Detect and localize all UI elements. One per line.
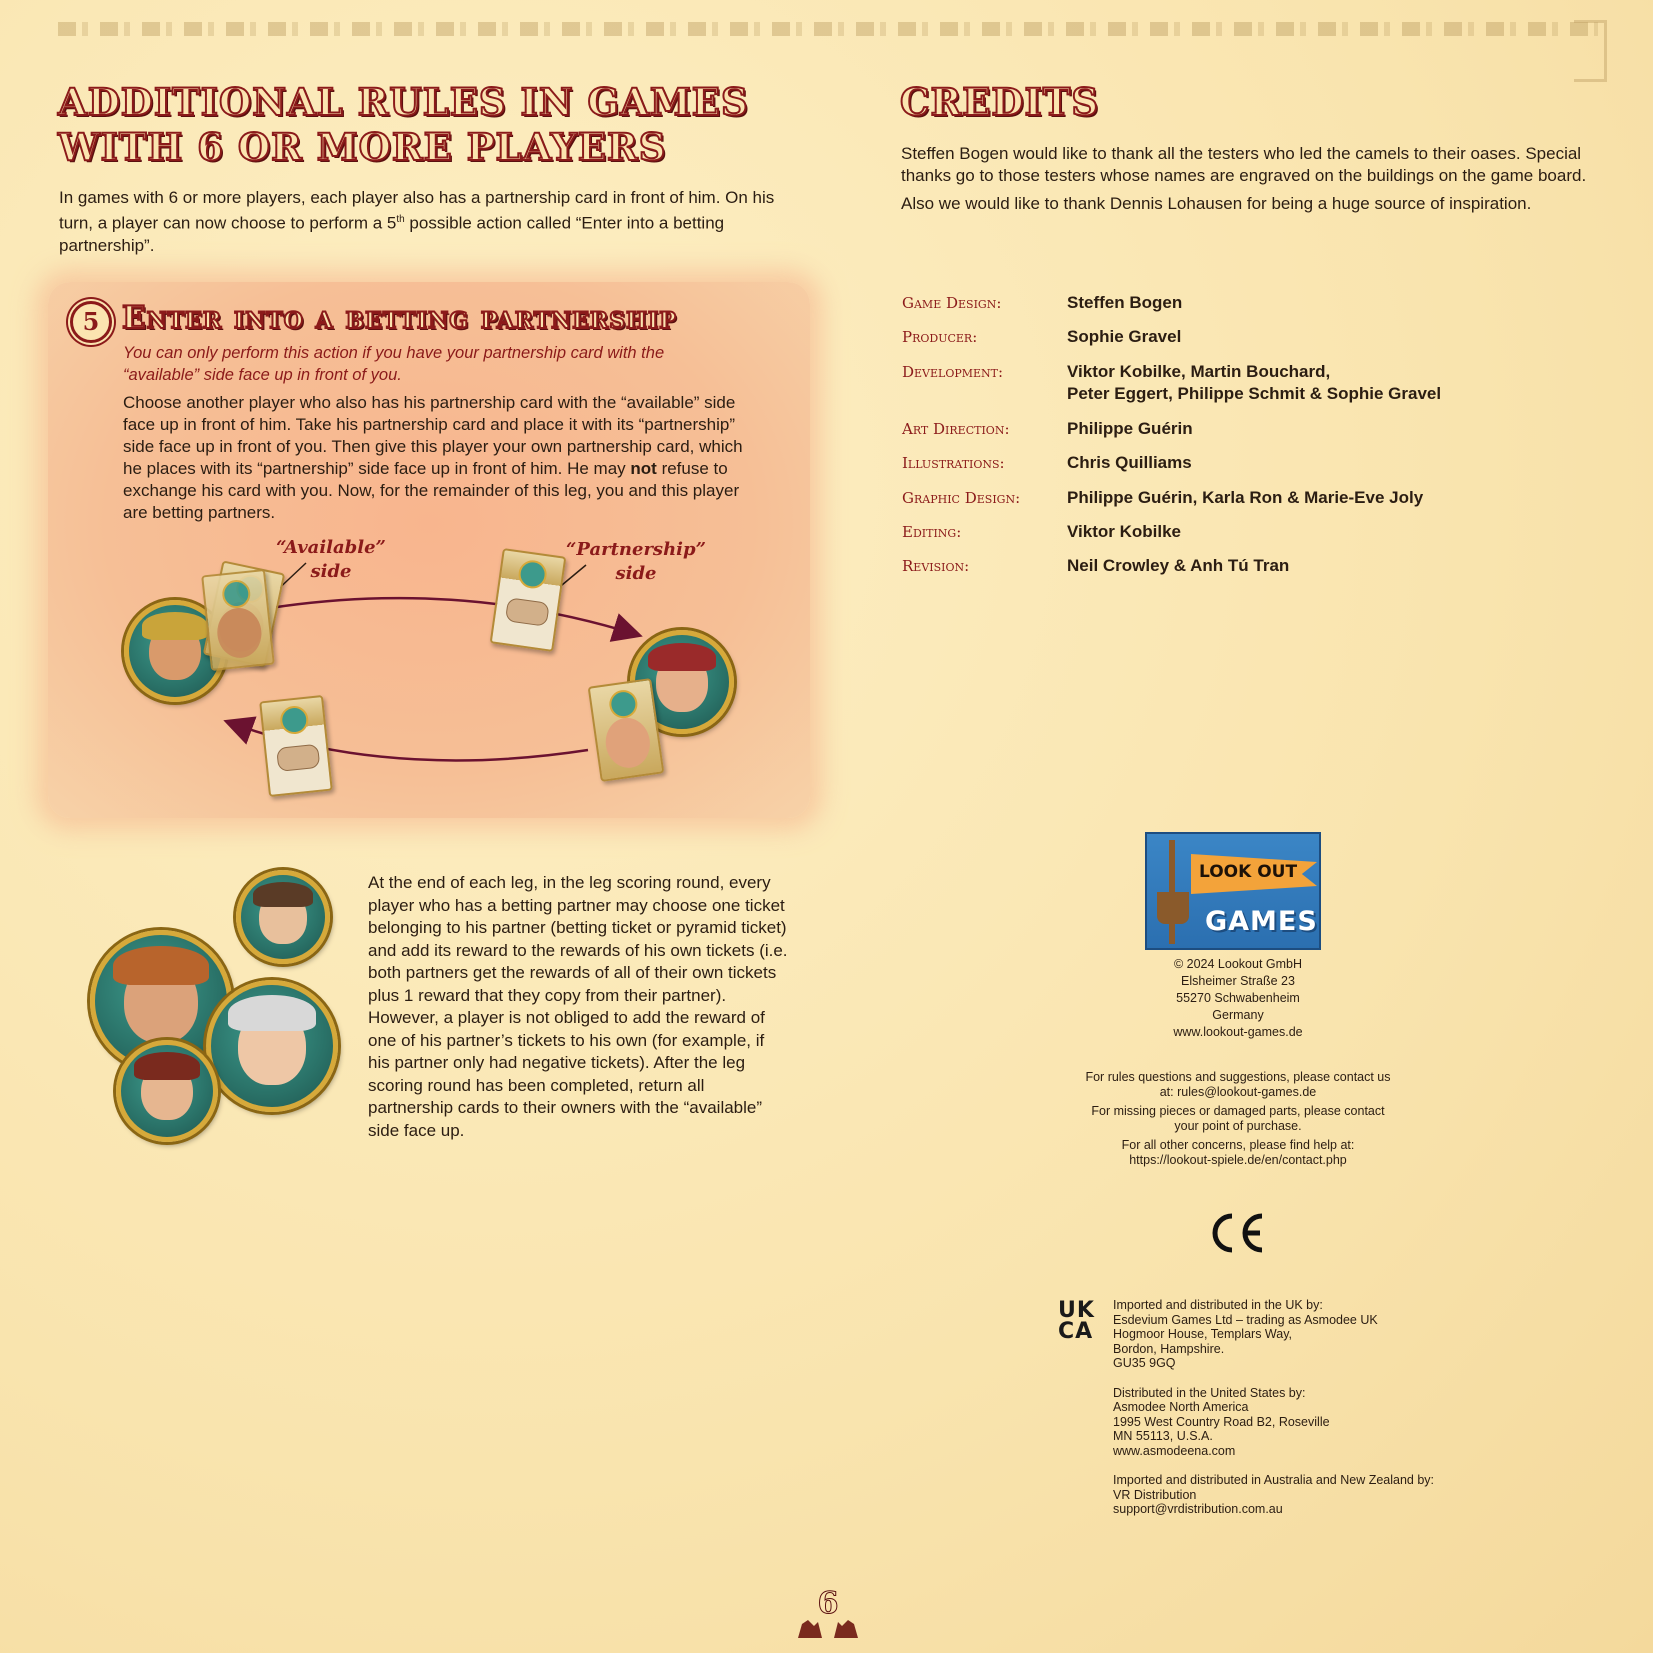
logo-games-text: GAMES [1205, 906, 1318, 937]
action-title: Enter into a betting partnership [122, 300, 677, 336]
credit-names: Chris Quilliams [1067, 453, 1192, 472]
action-number-badge: 5 [70, 301, 112, 343]
action-condition-note: You can only perform this action if you have your partnership card with the “available” side face up in front of you. [123, 344, 665, 384]
credit-names: Neil Crowley & Anh Tú Tran [1067, 556, 1290, 575]
logo-flag-text: LOOK OUT [1199, 862, 1298, 882]
credits-thanks [901, 143, 1591, 221]
distribution-us: Distributed in the United States by: Asmodee North America 1995 West Country Road B2, Roseville MN 55113, U.S.A. www.asmodeena.com [1113, 1385, 1330, 1458]
credit-names: Viktor Kobilke [1067, 522, 1181, 541]
credit-names: Sophie Gravel [1067, 327, 1182, 346]
credit-role: Producer: [902, 328, 978, 346]
character-token-woman-top [236, 870, 330, 964]
section-title-credits: CREDITS [900, 80, 1100, 124]
credit-role: Development: [902, 363, 1004, 381]
character-token-old-man [206, 980, 338, 1112]
distribution-uk: Imported and distributed in the UK by: Esdevium Games Ltd – trading as Asmodee UK Hogmoor House, Templars Way, Bordon, Hampshire. GU35 9GQ [1113, 1298, 1378, 1370]
publisher-line: © 2024 Lookout GmbH [1173, 957, 1303, 971]
label-available-side: “Available” side [276, 537, 386, 582]
publisher-line: Elsheimer Straße 23 [1181, 974, 1295, 988]
partnership-card-top [490, 548, 567, 652]
publisher-line: 55270 Schwabenheim [1176, 991, 1300, 1005]
credit-role: Graphic Design: [902, 489, 1021, 507]
arrow-top [270, 598, 638, 635]
credit-role: Art Direction: [902, 420, 1010, 438]
page-number: 6 [817, 1586, 839, 1621]
partnership-card-bottom [259, 695, 333, 797]
intro-paragraph: In games with 6 or more players, each player also has a partnership card in front of him. On his turn, a player can now choose to perform a 5th possible action called “Enter into a betting partnership”. [59, 188, 775, 255]
distribution-au-nz: Imported and distributed in Australia and New Zealand by: VR Distribution support@vrdistribution.com.au [1113, 1473, 1435, 1516]
character-token-woman-bottom [116, 1040, 218, 1142]
credit-role: Editing: [902, 523, 962, 541]
publisher-website: www.lookout-games.de [1173, 1025, 1303, 1039]
thanks-testers: Steffen Bogen would like to thank all the testers who led the camels to their oases. Special thanks go to those testers whose names are engraved on the buildings on the game board. [901, 144, 1587, 185]
ukca-mark-icon: UK CA [1058, 1298, 1095, 1344]
credit-role: Illustrations: [902, 454, 1005, 472]
contact-other: For all other concerns, please find help at: https://lookout-spiele.de/en/contact.php [1121, 1138, 1355, 1167]
credit-role: Game Design: [902, 294, 1002, 312]
credit-names: Philippe Guérin [1067, 419, 1193, 438]
publisher-line: Germany [1212, 1008, 1264, 1022]
contact-missing-parts: For missing pieces or damaged parts, please contact your point of purchase. [1091, 1104, 1385, 1133]
camels-icon [796, 1616, 860, 1640]
leg-scoring-paragraph: At the end of each leg, in the leg scoring round, every player who has a betting partner may choose one ticket belonging to his partner (betting ticket or pyramid ticket) and add its reward to the rewards of his own tickets (i.e. both partners get the rewards of all of their own tickets plus 1 reward that they copy from their partner). However, a player is not obliged to add the reward of one of his partner’s tickets to his own (for example, if his partner only had negative tickets). After the leg scoring round has been completed, return all partnership cards to their owners with the “available” side face up. [368, 873, 788, 1140]
label-partnership-side: “Partnership” side [566, 539, 706, 584]
credit-role: Revision: [902, 557, 970, 575]
partnership-card-available-2 [201, 569, 275, 671]
section-title-additional-rules: ADDITIONAL RULES IN GAMES WITH 6 OR MORE PLAYERS [58, 80, 749, 169]
partnership-card-available-3 [588, 678, 665, 782]
thanks-inspiration: Also we would like to thank Dennis Lohausen for being a huge source of inspiration. [901, 194, 1532, 213]
credit-names: Steffen Bogen [1067, 293, 1183, 312]
action-description: Choose another player who also has his partnership card with the “available” side face up in front of him. Take his partnership card and place it with its “partnership” side face up in front of you. Then give this player your own partnership card, which he places with its “partnership” side face up in front of him. He may not refuse to exchange his card with you. Now, for the remainder of this leg, you and this player are betting partners. [123, 393, 743, 522]
distribution-info [1113, 1298, 1553, 1532]
contact-info [1080, 1070, 1396, 1172]
credit-names: Viktor Kobilke, Martin Bouchard, Peter Eggert, Philippe Schmit & Sophie Gravel [1067, 362, 1442, 403]
decorative-corner [1574, 20, 1607, 82]
decorative-border-strip [58, 22, 1598, 36]
credit-names: Philippe Guérin, Karla Ron & Marie-Eve Joly [1067, 488, 1424, 507]
lookout-games-logo [1145, 832, 1321, 950]
contact-rules: For rules questions and suggestions, please contact us at: rules@lookout-games.de [1085, 1070, 1391, 1099]
ce-mark-icon [1208, 1212, 1268, 1254]
publisher-address [1100, 956, 1376, 1041]
